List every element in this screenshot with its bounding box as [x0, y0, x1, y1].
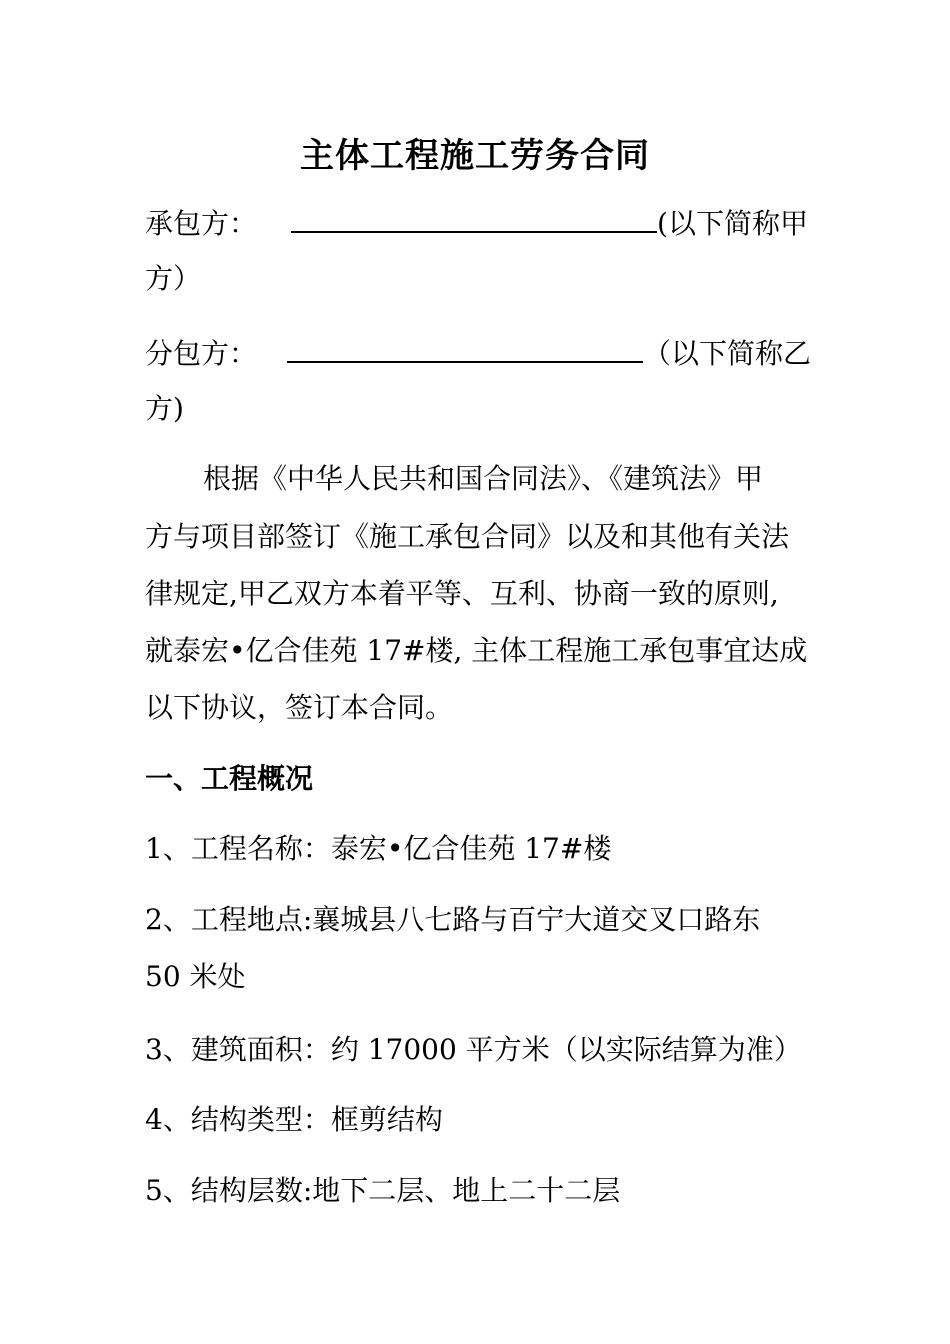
contractor-suffix: (以下简称甲	[657, 207, 808, 240]
subcontractor-blank	[287, 331, 643, 363]
section-heading: 一、工程概况	[145, 762, 314, 795]
intro-line-2: 方与项目部签订《施工承包合同》以及和其他有关法	[145, 520, 790, 553]
list-item: 5、结构层数:地下二层、地上二十二层	[145, 1174, 621, 1207]
intro-line-4: 就泰宏•亿合佳苑 17#楼, 主体工程施工承包事宜达成	[145, 634, 808, 667]
subcontractor-label: 分包方：	[145, 337, 258, 370]
document-title: 主体工程施工劳务合同	[300, 136, 650, 176]
contractor-blank	[291, 201, 657, 233]
subcontractor-suffix: （以下简称乙	[643, 337, 812, 370]
contractor-line-2: 方）	[145, 262, 202, 295]
subcontractor-line	[145, 331, 811, 374]
list-item: 4、结构类型：框剪结构	[145, 1103, 443, 1136]
list-item: 1、工程名称：泰宏•亿合佳苑 17#楼	[145, 832, 612, 865]
contractor-line	[145, 201, 808, 244]
list-item: 3、建筑面积：约 17000 平方米（以实际结算为准）	[145, 1033, 802, 1066]
intro-line-3: 律规定,甲乙双方本着平等、互利、协商一致的原则,	[145, 577, 779, 610]
list-item: 2、工程地点:襄城县八七路与百宁大道交叉口路东	[145, 903, 761, 936]
subcontractor-line-2: 方)	[145, 392, 184, 425]
list-item: 50 米处	[145, 960, 246, 993]
intro-line-5: 以下协议，签订本合同。	[145, 691, 454, 724]
intro-line-1: 根据《中华人民共和国合同法》、《建筑法》甲	[203, 462, 764, 495]
contractor-label: 承包方：	[145, 207, 258, 240]
